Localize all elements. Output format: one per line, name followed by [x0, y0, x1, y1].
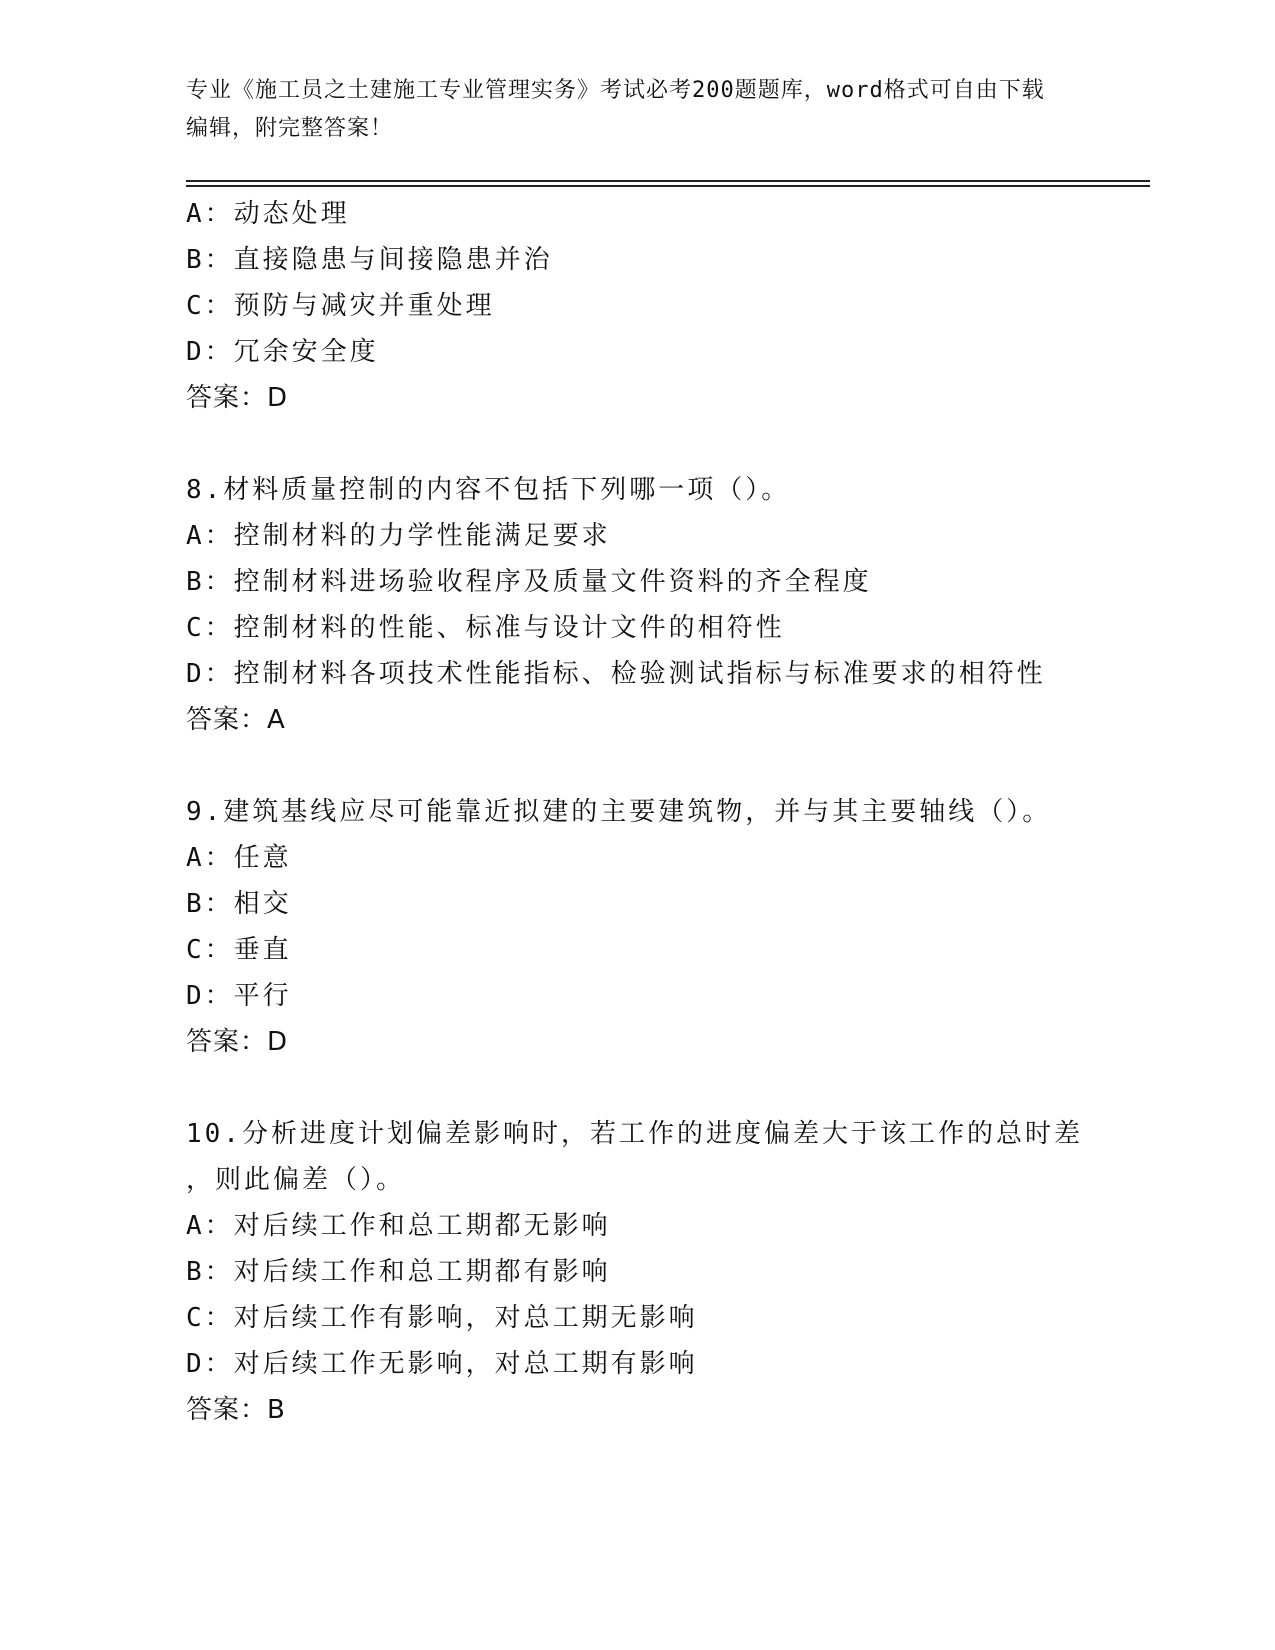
divider-line-top — [186, 180, 1150, 182]
option-c: C：预防与减灾并重处理 — [186, 291, 495, 321]
option-b: B：直接隐患与间接隐患并治 — [186, 245, 553, 275]
option-b: B：对后续工作和总工期都有影响 — [186, 1257, 611, 1287]
question-8-block — [186, 467, 1146, 743]
option-c: C：垂直 — [186, 935, 292, 965]
option-a: A：对后续工作和总工期都无影响 — [186, 1211, 611, 1241]
question-text: 8.材料质量控制的内容不包括下列哪一项（）。 — [186, 475, 791, 505]
option-a: A：动态处理 — [186, 199, 350, 229]
option-a: A：控制材料的力学性能满足要求 — [186, 521, 611, 551]
question-7-block — [186, 191, 1146, 421]
option-d: D：平行 — [186, 981, 292, 1011]
option-b: B：控制材料进场验收程序及质量文件资料的齐全程度 — [186, 567, 872, 597]
answer-line: 答案：D — [186, 383, 289, 413]
answer-line: 答案：D — [186, 1027, 289, 1057]
option-a: A：任意 — [186, 843, 292, 873]
option-d: D：对后续工作无影响，对总工期有影响 — [186, 1349, 698, 1379]
option-b: B：相交 — [186, 889, 292, 919]
divider-line-bottom — [186, 185, 1150, 187]
option-d: D：冗余安全度 — [186, 337, 379, 367]
option-c: C：控制材料的性能、标准与设计文件的相符性 — [186, 613, 785, 643]
question-text-line-2: ，则此偏差（）。 — [186, 1165, 406, 1195]
answer-line: 答案：A — [186, 705, 286, 735]
question-9-block — [186, 789, 1146, 1065]
question-text-line-1: 10.分析进度计划偏差影响时，若工作的进度偏差大于该工作的总时差 — [186, 1119, 1083, 1149]
header-divider — [186, 180, 1150, 187]
document-page — [186, 72, 1146, 1433]
question-10-block — [186, 1111, 1146, 1433]
document-header: 专业《施工员之土建施工专业管理实务》考试必考200题题库，word格式可自由下载编辑，附完整答案！ — [186, 78, 1045, 141]
option-c: C：对后续工作有影响，对总工期无影响 — [186, 1303, 698, 1333]
answer-line: 答案：B — [186, 1395, 286, 1425]
option-d: D：控制材料各项技术性能指标、检验测试指标与标准要求的相符性 — [186, 659, 1046, 689]
question-text: 9.建筑基线应尽可能靠近拟建的主要建筑物，并与其主要轴线（）。 — [186, 797, 1052, 827]
